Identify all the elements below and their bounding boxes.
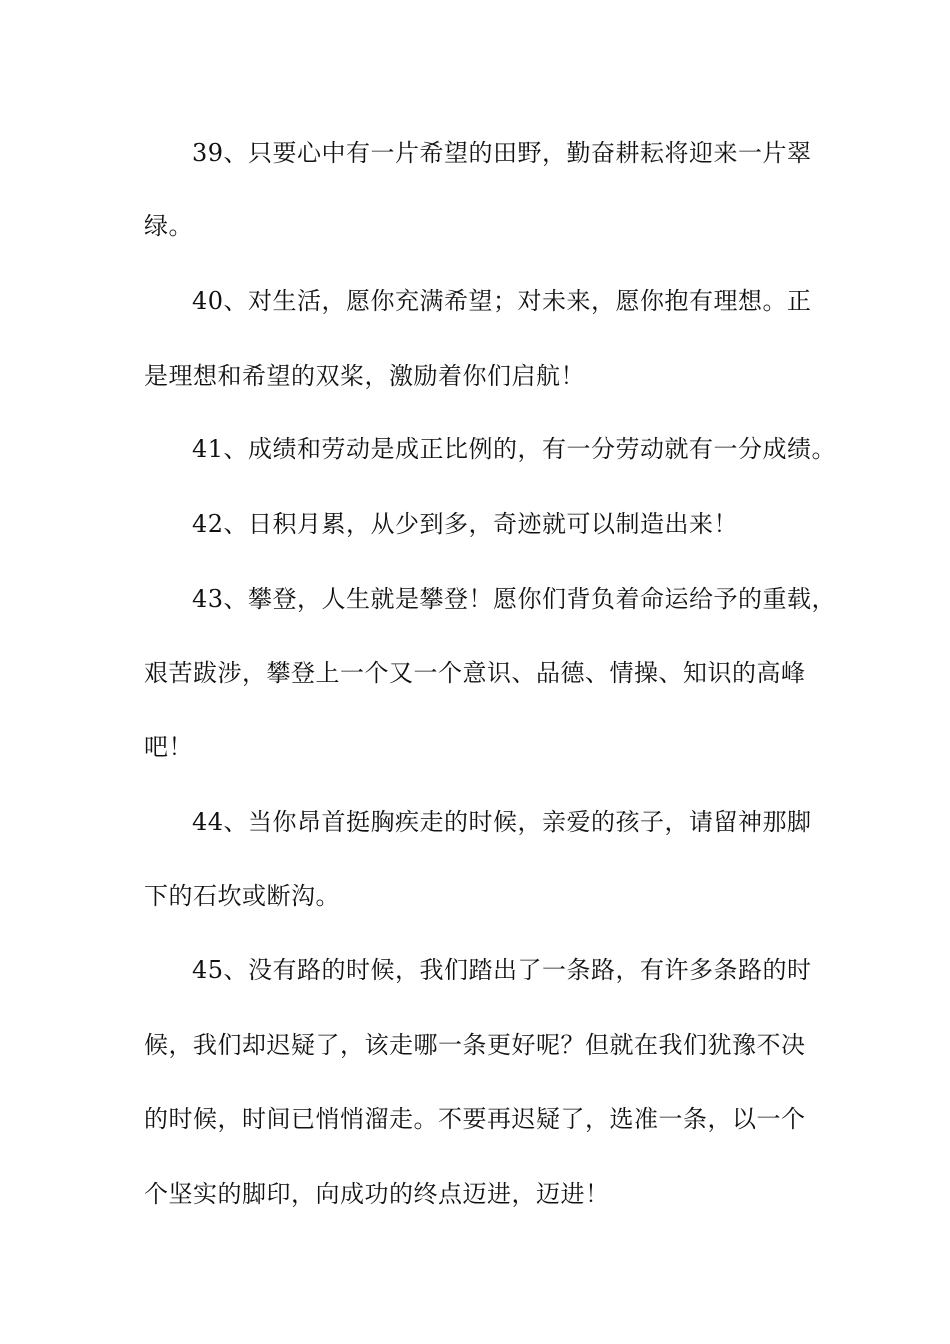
paragraph-45-line-1: 45、没有路的时候，我们踏出了一条路，有许多条路的时	[192, 956, 812, 984]
paragraph-40-line-1: 40、对生活，愿你充满希望；对未来，愿你抱有理想。正	[192, 287, 812, 315]
paragraph-42-line-1: 42、日积月累，从少到多，奇迹就可以制造出来！	[192, 510, 739, 538]
paragraph-45-line-2: 候，我们却迟疑了，该走哪一条更好呢？但就在我们犹豫不决	[144, 1031, 806, 1059]
paragraph-43-line-3: 吧！	[144, 733, 193, 761]
paragraph-43-line-2: 艰苦跋涉，攀登上一个又一个意识、品德、情操、知识的高峰	[144, 659, 806, 687]
paragraph-45-line-4: 个坚实的脚印，向成功的终点迈进，迈进！	[144, 1180, 610, 1208]
paragraph-43-line-1: 43、攀登，人生就是攀登！愿你们背负着命运给予的重载，	[192, 585, 837, 613]
paragraph-39-line-2: 绿。	[144, 212, 193, 240]
paragraph-45-line-3: 的时候，时间已悄悄溜走。不要再迟疑了，选准一条，以一个	[144, 1105, 806, 1133]
paragraph-40-line-2: 是理想和希望的双桨，激励着你们启航！	[144, 362, 585, 390]
paragraph-41-line-1: 41、成绩和劳动是成正比例的，有一分劳动就有一分成绩。	[192, 435, 837, 463]
paragraph-44-line-1: 44、当你昂首挺胸疾走的时候，亲爱的孩子，请留神那脚	[192, 808, 812, 836]
paragraph-44-line-2: 下的石坎或断沟。	[144, 882, 340, 910]
paragraph-39-line-1: 39、只要心中有一片希望的田野，勤奋耕耘将迎来一片翠	[192, 139, 812, 167]
